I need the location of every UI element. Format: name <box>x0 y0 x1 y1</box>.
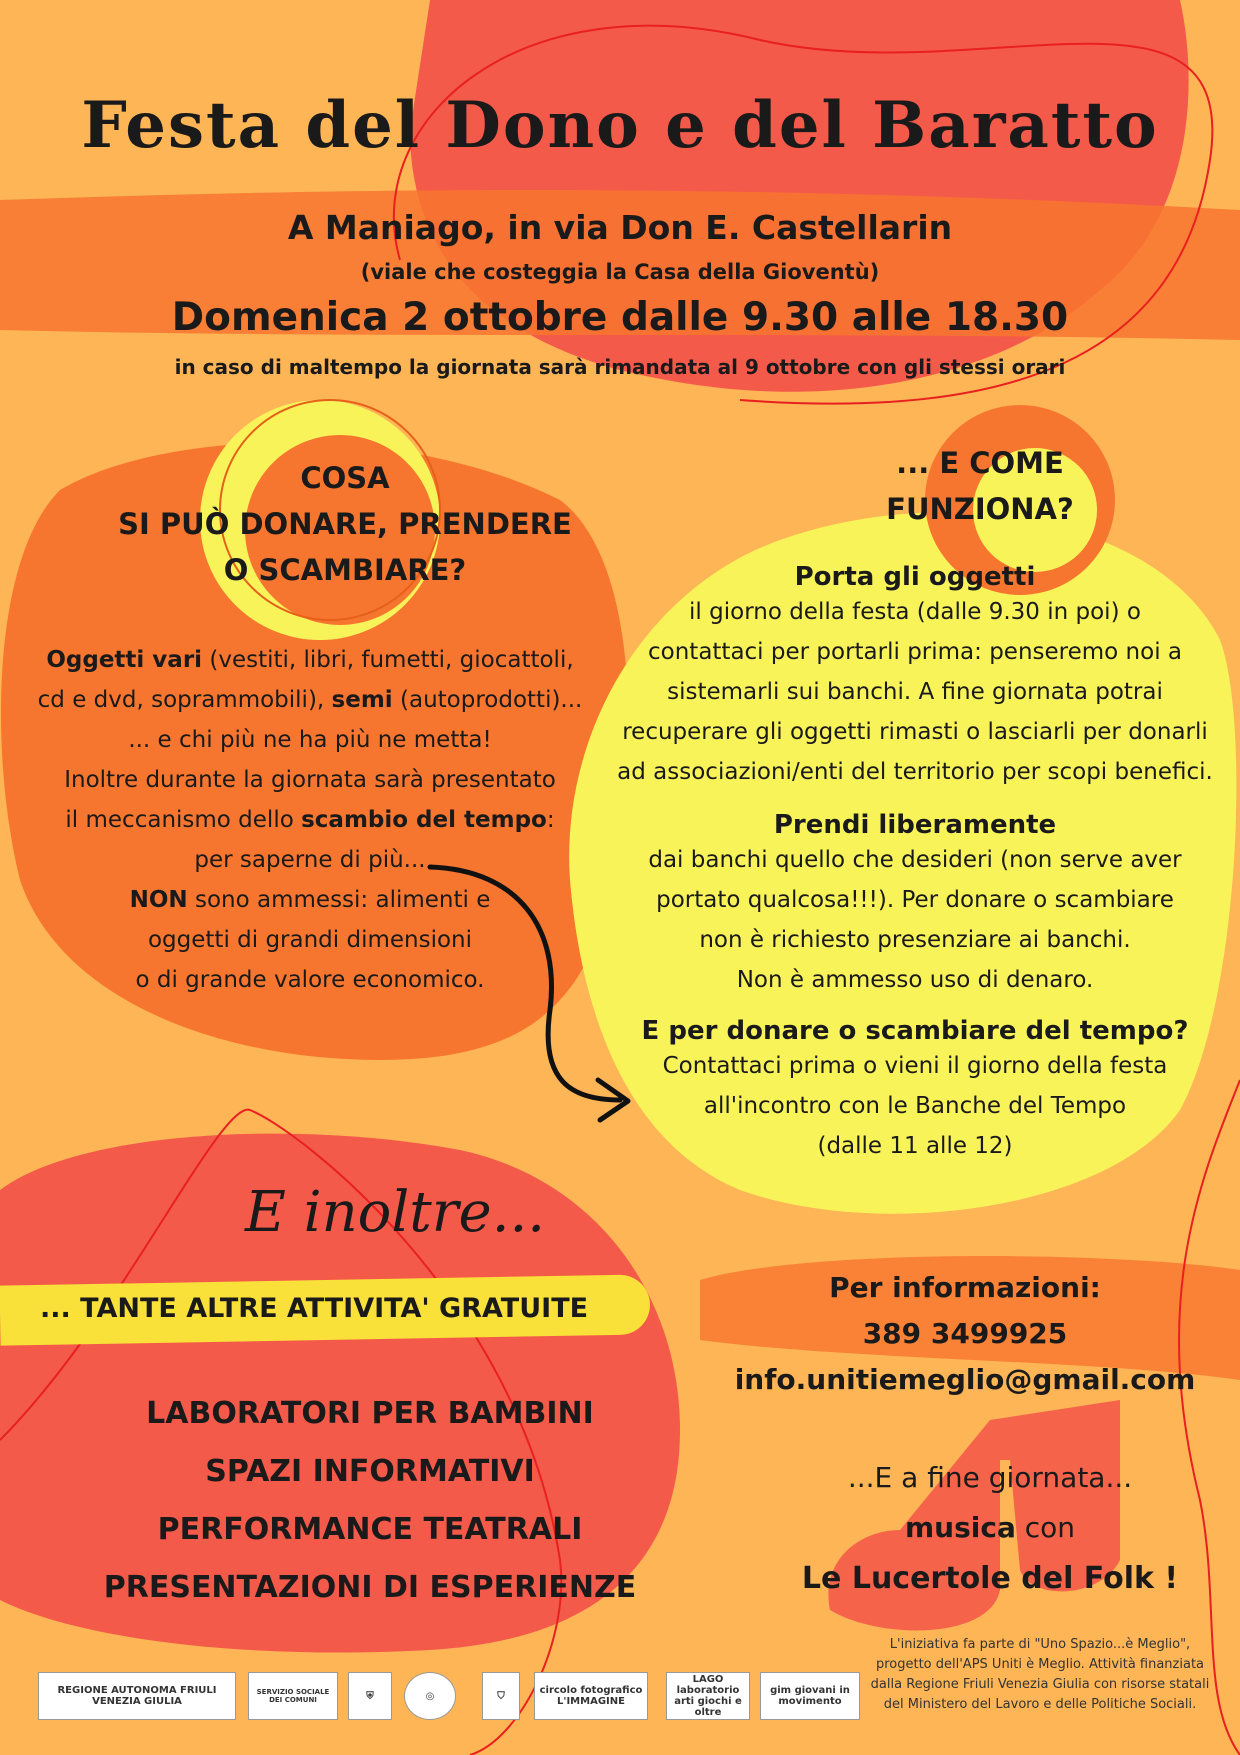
left-heading-line: COSA <box>300 461 390 495</box>
poster-title: Festa del Dono e del Baratto <box>81 88 1159 163</box>
band-name: Le Lucertole del Folk ! <box>801 1561 1179 1596</box>
event-location: A Maniago, in via Don E. Castellarin <box>287 208 953 247</box>
left-line <box>10 800 610 840</box>
bold-text: semi <box>331 687 393 713</box>
section-prendi <box>600 840 1230 1000</box>
text: : <box>546 807 555 833</box>
text-line: Non è ammesso uso di denaro. <box>736 967 1094 993</box>
activities-banner-text: ... TANTE ALTRE ATTIVITA' GRATUITE <box>40 1293 589 1324</box>
text-line: recuperare gli oggetti rimasti o lasciarli per donarli <box>622 719 1208 745</box>
logo-lago <box>666 1672 750 1720</box>
text: con <box>1015 1511 1076 1544</box>
text-line: non è richiesto presenziare ai banchi. <box>699 927 1131 953</box>
text: (autoprodotti)... <box>392 687 583 713</box>
section-title-tempo: E per donare o scambiare del tempo? <box>641 1016 1189 1046</box>
logo-text: REGIONE AUTONOMA FRIULI VENEZIA GIULIA <box>57 1685 217 1707</box>
info-title: Per informazioni: <box>829 1271 1101 1304</box>
left-line: o di grande valore economico. <box>135 967 485 993</box>
right-body <box>600 562 1230 1166</box>
left-line: ... e chi più ne ha più ne metta! <box>128 727 492 753</box>
text-line: all'incontro con le Banche del Tempo <box>703 1093 1127 1119</box>
music-block <box>760 1453 1220 1605</box>
activity-item: SPAZI INFORMATIVI <box>205 1454 535 1489</box>
left-heading-line: SI PUÒ DONARE, PRENDERE <box>118 507 572 541</box>
activity-item: PRESENTAZIONI DI ESPERIENZE <box>103 1570 637 1605</box>
left-line <box>10 680 610 720</box>
music-line <box>760 1503 1220 1553</box>
activity-item: PERFORMANCE TEATRALI <box>157 1512 583 1547</box>
logo-text: SERVIZIO SOCIALE DEI COMUNI <box>256 1688 330 1704</box>
left-line <box>10 640 610 680</box>
left-line <box>10 880 610 920</box>
logo-round-seal: ◎ <box>404 1672 456 1720</box>
left-heading <box>80 455 610 593</box>
bold-text: scambio del tempo <box>301 807 547 833</box>
event-date: Domenica 2 ottobre dalle 9.30 alle 18.30 <box>171 295 1069 340</box>
left-body <box>10 640 610 1000</box>
text-line: il giorno della festa (dalle 9.30 in poi) o <box>689 599 1141 625</box>
text-line: Contattaci prima o vieni il giorno della festa <box>662 1053 1168 1079</box>
section-porta <box>600 592 1230 792</box>
logo-text: LAGO laboratorio arti giochi e oltre <box>674 1674 742 1718</box>
info-email[interactable]: info.unitiemeglio@gmail.com <box>734 1363 1196 1396</box>
text-line: portato qualcosa!!!). Per donare o scambiare <box>656 887 1174 913</box>
bold-text: musica <box>904 1511 1016 1544</box>
right-heading <box>860 440 1100 532</box>
info-block <box>700 1265 1230 1403</box>
event-location-note: (viale che costeggia la Casa della Gioventù) <box>360 260 880 284</box>
credits-text: L'iniziativa fa parte di "Uno Spazio...è Meglio", progetto dell'APS Uniti è Meglio. Attività finanziata dalla Regione Friuli Venezia Giulia con risorse statali del Ministero del Lavoro e delle Politiche Sociali. <box>870 1637 1210 1712</box>
left-line: oggetti di grandi dimensioni <box>147 927 473 953</box>
logo-comune-crest: ⛨ <box>348 1672 392 1720</box>
logo-circolo-fotografico <box>534 1672 648 1720</box>
text-line: contattaci per portarli prima: penseremo noi a <box>648 639 1182 665</box>
logo-text: gim giovani in movimento <box>770 1685 850 1707</box>
logo-gim <box>760 1672 860 1720</box>
logo-servizio-sociale <box>248 1672 338 1720</box>
activity-item: LABORATORI PER BAMBINI <box>146 1396 594 1431</box>
section-tempo <box>600 1046 1230 1166</box>
section-title-porta: Porta gli oggetti <box>794 562 1036 592</box>
right-heading-line: ... E COME <box>896 446 1064 480</box>
text-line: dai banchi quello che desideri (non serve aver <box>648 847 1182 873</box>
logo-shield: ⛉ <box>482 1672 520 1720</box>
text-line: (dalle 11 alle 12) <box>817 1133 1013 1159</box>
logo-regione <box>38 1672 236 1720</box>
text-line: sistemarli sui banchi. A fine giornata potrai <box>667 679 1163 705</box>
section-title-prendi: Prendi liberamente <box>773 810 1057 840</box>
right-heading-line: FUNZIONA? <box>886 492 1074 526</box>
weather-note: in caso di maltempo la giornata sarà rimandata al 9 ottobre con gli stessi orari <box>174 355 1066 379</box>
info-phone: 389 3499925 <box>862 1317 1068 1350</box>
text: (vestiti, libri, fumetti, giocattoli, <box>202 647 574 673</box>
text: sono ammessi: alimenti e <box>187 887 491 913</box>
logo-text: circolo fotografico L'IMMAGINE <box>539 1685 643 1707</box>
left-line: Inoltre durante la giornata sarà presentato <box>64 767 556 793</box>
activities-list <box>90 1385 650 1617</box>
extra-title: E inoltre... <box>245 1180 546 1245</box>
music-line: ...E a fine giornata... <box>847 1461 1133 1494</box>
left-line: per saperne di più... <box>194 847 426 873</box>
text: il meccanismo dello <box>65 807 302 833</box>
bold-text: Oggetti vari <box>46 647 203 673</box>
text: cd e dvd, soprammobili), <box>37 687 332 713</box>
text-line: ad associazioni/enti del territorio per scopi benefici. <box>617 759 1213 785</box>
bold-text: NON <box>129 887 188 913</box>
left-heading-line: O SCAMBIARE? <box>223 553 467 587</box>
